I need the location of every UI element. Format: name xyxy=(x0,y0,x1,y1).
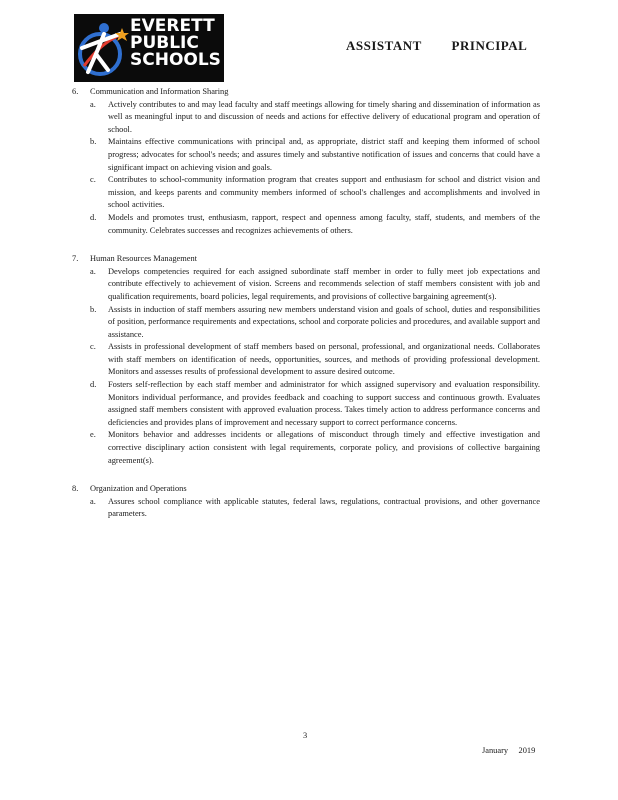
page-number: 3 xyxy=(303,731,308,740)
list-item xyxy=(90,304,540,342)
revision-date: January 2019 xyxy=(482,746,536,755)
section-number: 8. xyxy=(72,484,79,494)
section-title: Organization and Operations xyxy=(90,484,187,494)
item-text: Models and promotes trust, enthusiasm, rapport, respect and openness among faculty, staff, students, and members of the community. Celebrates successes and recognizes achievements of others. xyxy=(108,212,540,235)
list-item xyxy=(90,212,540,237)
section-organization xyxy=(72,483,540,521)
logo-line-3: SCHOOLS xyxy=(130,50,221,70)
item-letter: e. xyxy=(90,430,96,440)
list-item xyxy=(90,136,540,174)
item-text: Contributes to school-community information program that creates support and enthusiasm for school and district vision and mission, and keeps parents and community members informed of school's challenges and accomplishments and involved in school activities. xyxy=(108,175,540,210)
document-body xyxy=(72,86,540,537)
item-letter: d. xyxy=(90,380,97,390)
item-text: Fosters self-reflection by each staff member and administrator for which assigned supervisory and evaluation responsibility. Monitors individual performance, and provides feedback and coaching to support success and continuous growth. Evaluates assigned staff members consistent with approved evaluation process. Takes timely action to address performance concerns and deficiencies and provides plans of improvement and necessary support to correct performance concerns. xyxy=(108,380,540,427)
item-text: Assists in induction of staff members assuring new members understand vision and goals of school, duties and responsibilities of position, performance requirements and expectations, school and corporate policies and procedures, and available support and assistance. xyxy=(108,304,540,339)
item-text: Monitors behavior and addresses incidents or allegations of misconduct through timely and effective investigation and corrective disciplinary action consistent with legal requirements, corporate policy, and provisions of collective bargaining agreement(s). xyxy=(108,430,540,465)
section-title: Human Resources Management xyxy=(90,254,197,264)
section-communication xyxy=(72,86,540,237)
item-letter: a. xyxy=(90,496,96,506)
document-title: ASSISTANT PRINCIPAL xyxy=(346,38,528,53)
logo-line-2: PUBLIC xyxy=(130,33,199,53)
item-letter: b. xyxy=(90,304,97,314)
item-letter: a. xyxy=(90,99,96,109)
logo-wordmark xyxy=(130,18,221,69)
section-number: 6. xyxy=(72,87,79,96)
item-text: Assures school compliance with applicable statutes, federal laws, regulations, contractual provisions, and other governance parameters. xyxy=(108,496,540,519)
item-letter: a. xyxy=(90,266,96,276)
list-item xyxy=(90,99,540,137)
section-heading xyxy=(72,86,540,99)
district-logo xyxy=(74,14,224,82)
item-letter: c. xyxy=(90,342,96,352)
list-item xyxy=(90,379,540,429)
list-item xyxy=(90,429,540,467)
item-text: Assists in professional development of staff members based on personal, professional, and organizational needs. Collaborates with staff members on identification of needs, opportunities, sources, and methods of providing professional development. Monitors and assesses results of professional development to assure desired outcome. xyxy=(108,342,540,377)
section-title: Communication and Information Sharing xyxy=(90,87,229,96)
item-letter: d. xyxy=(90,212,97,222)
item-text: Develops competencies required for each assigned subordinate staff member in order to fully meet job expectations and contribute effectively to achievement of vision. Screens and recommends selection of staff members consistent with job and qualification requirements, board policies, legal requirements, and provisions of collective bargaining agreement(s). xyxy=(108,266,540,301)
item-text: Actively contributes to and may lead faculty and staff meetings allowing for timely sharing and dissemination of information as well as meaningful input to and discussion of needs and actions for effective delivery of educational program and operation of school. xyxy=(108,99,540,134)
section-heading xyxy=(72,483,540,496)
item-letter: c. xyxy=(90,175,96,185)
section-human-resources xyxy=(72,253,540,467)
section-heading xyxy=(72,253,540,266)
list-item xyxy=(90,341,540,379)
list-item xyxy=(90,174,540,212)
logo-line-1: EVERETT xyxy=(130,16,215,36)
item-text: Maintains effective communications with principal and, as appropriate, district staff and keeping them informed of school progress; advocates for school's needs; and assures timely and substantive notification of issues and concerns that could have a significant impact on achieving vision and goals. xyxy=(108,137,540,172)
list-item xyxy=(90,266,540,304)
list-item xyxy=(90,496,540,521)
item-letter: b. xyxy=(90,137,97,147)
section-number: 7. xyxy=(72,254,79,264)
